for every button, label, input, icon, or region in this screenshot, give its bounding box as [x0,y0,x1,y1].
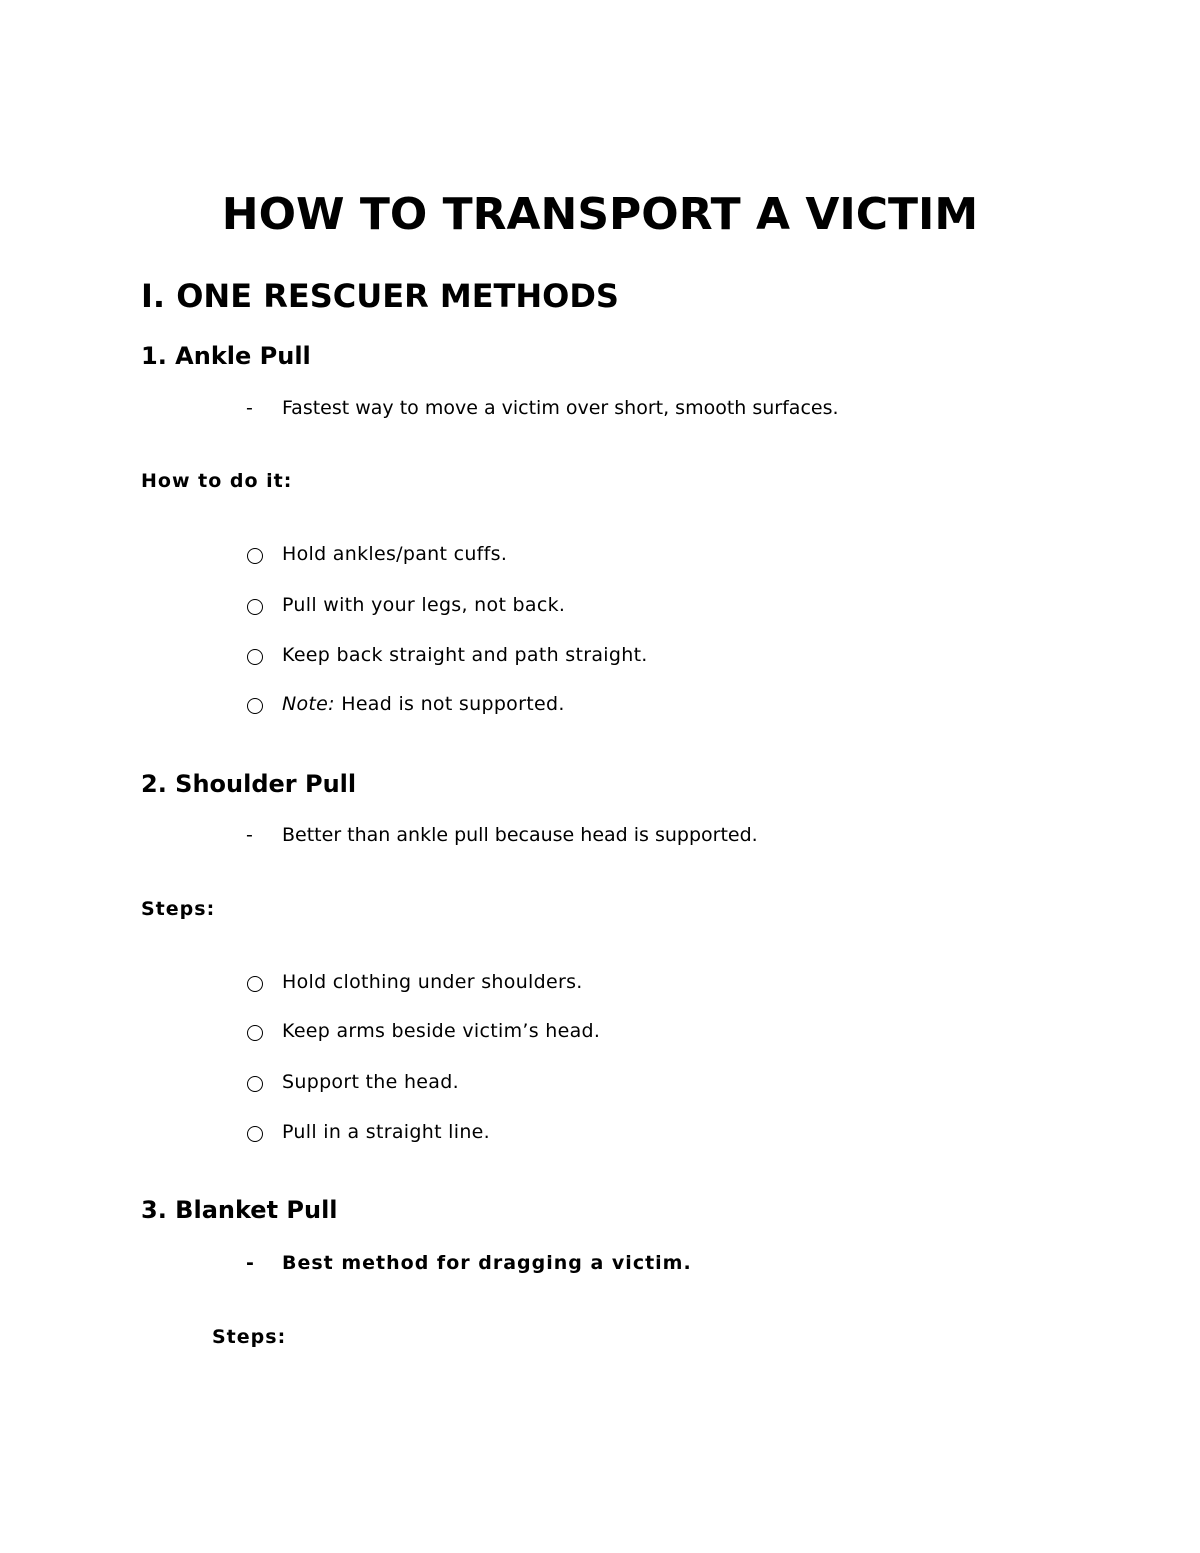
steps-label: Steps: [212,1326,287,1348]
list-item: Hold clothing under shoulders. [282,971,583,993]
circle-bullet-icon [247,649,263,665]
method-description: Better than ankle pull because head is supported. [282,824,758,846]
circle-bullet-icon [247,1076,263,1092]
section-heading: I. ONE RESCUER METHODS [141,277,619,315]
method-heading-ankle-pull: 1. Ankle Pull [141,342,311,370]
circle-bullet-icon [247,1025,263,1041]
dash-marker: - [246,1252,255,1274]
list-item: Hold ankles/pant cuffs. [282,543,508,565]
method-heading-shoulder-pull: 2. Shoulder Pull [141,770,357,798]
list-item: Pull in a straight line. [282,1121,491,1143]
list-item: Keep back straight and path straight. [282,644,648,666]
list-item: Pull with your legs, not back. [282,594,566,616]
circle-bullet-icon [247,976,263,992]
dash-marker: - [246,397,253,419]
note-text: Head is not supported. [334,693,565,715]
method-heading-blanket-pull: 3. Blanket Pull [141,1196,338,1224]
steps-label: Steps: [141,898,216,920]
circle-bullet-icon [247,698,263,714]
method-description: Best method for dragging a victim. [282,1252,692,1274]
document-title: HOW TO TRANSPORT A VICTIM [221,189,979,240]
dash-marker: - [246,824,253,846]
list-item-note [282,690,565,718]
list-item: Keep arms beside victim’s head. [282,1020,601,1042]
method-description: Fastest way to move a victim over short, smooth surfaces. [282,397,839,419]
circle-bullet-icon [247,548,263,564]
circle-bullet-icon [247,1126,263,1142]
circle-bullet-icon [247,599,263,615]
note-label: Note: [282,693,335,715]
list-item: Support the head. [282,1071,459,1093]
how-to-label: How to do it: [141,470,293,492]
